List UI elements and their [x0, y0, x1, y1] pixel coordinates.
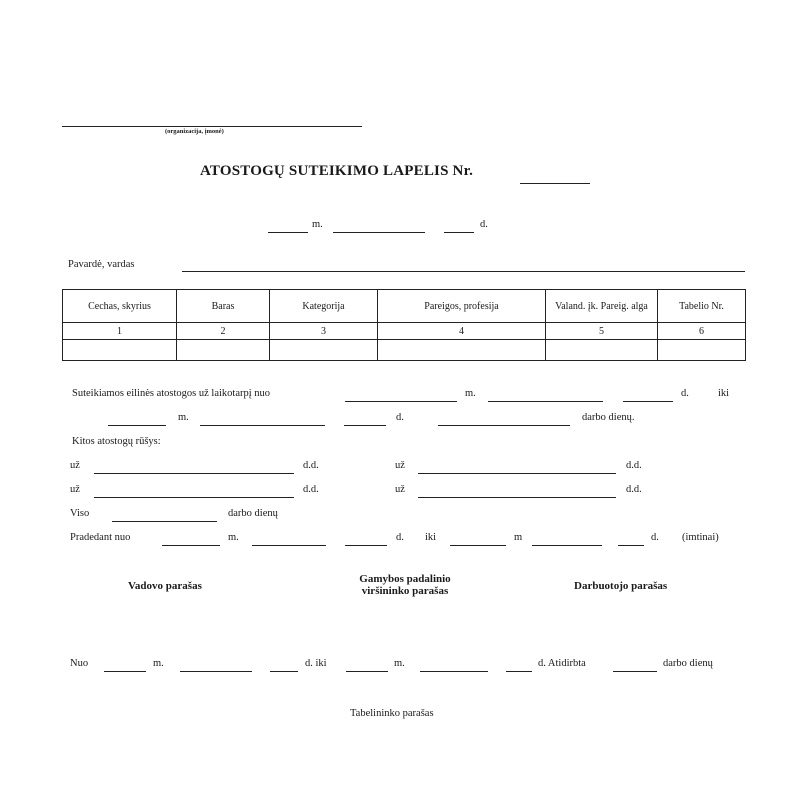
- other-leave-line[interactable]: [418, 473, 616, 474]
- table-entry-row: [63, 340, 746, 361]
- date-month-line[interactable]: [333, 232, 425, 233]
- inclusive-label: (imtinai): [682, 532, 719, 543]
- footer-worked-label: d. Atidirbta: [538, 658, 586, 669]
- unit-head-line1: Gamybos padalinio: [359, 573, 451, 585]
- total-days-label: darbo dienų: [228, 508, 278, 519]
- header-cell: Valand. įk. Pareig. alga: [546, 290, 658, 323]
- header-cell: Baras: [177, 290, 270, 323]
- other-leave-line[interactable]: [94, 497, 294, 498]
- header-cell: Tabelio Nr.: [658, 290, 746, 323]
- header-cell: Cechas, skyrius: [63, 290, 177, 323]
- start-year-line[interactable]: [162, 545, 220, 546]
- entry-cell[interactable]: [270, 340, 378, 361]
- header-cell: Kategorija: [270, 290, 378, 323]
- other-dd-label: d.d.: [303, 460, 319, 471]
- period-intro: Suteikiamos eilinės atostogos už laikotarpį nuo: [72, 388, 271, 399]
- footer-year-line[interactable]: [104, 671, 146, 672]
- other-leave-line[interactable]: [418, 497, 616, 498]
- footer-to-month-line[interactable]: [420, 671, 488, 672]
- other-uz-label: už: [395, 484, 405, 495]
- start-month-line[interactable]: [252, 545, 326, 546]
- period-days-label: darbo dienų.: [582, 412, 635, 423]
- end-d-label: d.: [651, 532, 659, 543]
- organization-caption: (organizacija, įmonė): [165, 128, 224, 135]
- unit-head-signature-label: [340, 573, 470, 597]
- period-to-year-line[interactable]: [108, 425, 166, 426]
- footer-to-m-label: m.: [394, 658, 405, 669]
- other-uz-label: už: [70, 484, 80, 495]
- employee-signature-label: Darbuotojo parašas: [574, 580, 668, 592]
- footer-days-label: darbo dienų: [663, 658, 713, 669]
- total-line[interactable]: [112, 521, 217, 522]
- period-m-label: m.: [465, 388, 476, 399]
- other-leave-line[interactable]: [94, 473, 294, 474]
- date-day-line[interactable]: [444, 232, 474, 233]
- entry-cell[interactable]: [63, 340, 177, 361]
- date-m-label: m.: [312, 219, 323, 230]
- date-d-label: d.: [480, 219, 488, 230]
- entry-cell[interactable]: [378, 340, 546, 361]
- footer-to-year-line[interactable]: [346, 671, 388, 672]
- end-day-line[interactable]: [618, 545, 644, 546]
- form-title: ATOSTOGŲ SUTEIKIMO LAPELIS Nr.: [200, 163, 474, 179]
- entry-cell[interactable]: [658, 340, 746, 361]
- total-label: Viso: [70, 508, 90, 519]
- column-number: 1: [63, 323, 177, 340]
- footer-day-line[interactable]: [270, 671, 298, 672]
- period-to-month-line[interactable]: [200, 425, 325, 426]
- footer-m-label: m.: [153, 658, 164, 669]
- entry-cell[interactable]: [546, 340, 658, 361]
- other-dd-label: d.d.: [626, 484, 642, 495]
- footer-month-line[interactable]: [180, 671, 252, 672]
- form-number-line[interactable]: [520, 183, 590, 184]
- unit-head-line2: viršininko parašas: [361, 585, 449, 597]
- date-year-line[interactable]: [268, 232, 308, 233]
- column-number: 5: [546, 323, 658, 340]
- table-header-row: [63, 290, 746, 323]
- period-from-month-line[interactable]: [488, 401, 603, 402]
- column-number: 2: [177, 323, 270, 340]
- header-cell: Pareigos, profesija: [378, 290, 546, 323]
- employee-table: [62, 289, 746, 361]
- period-from-day-line[interactable]: [623, 401, 673, 402]
- end-month-line[interactable]: [532, 545, 602, 546]
- other-dd-label: d.d.: [303, 484, 319, 495]
- entry-cell[interactable]: [177, 340, 270, 361]
- period-iki-label: iki: [718, 388, 730, 399]
- period-days-line[interactable]: [438, 425, 570, 426]
- other-dd-label: d.d.: [626, 460, 642, 471]
- start-m-label: m.: [228, 532, 239, 543]
- start-label: Pradedant nuo: [70, 532, 131, 543]
- column-number: 6: [658, 323, 746, 340]
- period-to-m-label: m.: [178, 412, 189, 423]
- period-to-d-label: d.: [396, 412, 404, 423]
- period-d-label: d.: [681, 388, 689, 399]
- table-number-row: [63, 323, 746, 340]
- other-uz-label: už: [395, 460, 405, 471]
- head-signature-label: Vadovo parašas: [128, 580, 202, 592]
- period-to-day-line[interactable]: [344, 425, 386, 426]
- period-from-year-line[interactable]: [345, 401, 457, 402]
- start-iki-label: iki: [425, 532, 437, 543]
- other-uz-label: už: [70, 460, 80, 471]
- footer-worked-days-line[interactable]: [613, 671, 657, 672]
- start-d-label: d.: [396, 532, 404, 543]
- footer-d-iki-label: d. iki: [305, 658, 327, 669]
- column-number: 4: [378, 323, 546, 340]
- name-label: Pavardė, vardas: [68, 259, 135, 270]
- timekeeper-signature-label: Tabelininko parašas: [350, 708, 434, 719]
- end-m-label: m: [514, 532, 523, 543]
- footer-to-day-line[interactable]: [506, 671, 532, 672]
- organization-line[interactable]: [62, 126, 362, 127]
- end-year-line[interactable]: [450, 545, 506, 546]
- other-leave-label: Kitos atostogų rūšys:: [72, 436, 161, 447]
- start-day-line[interactable]: [345, 545, 387, 546]
- column-number: 3: [270, 323, 378, 340]
- footer-from-label: Nuo: [70, 658, 89, 669]
- name-line[interactable]: [182, 271, 745, 272]
